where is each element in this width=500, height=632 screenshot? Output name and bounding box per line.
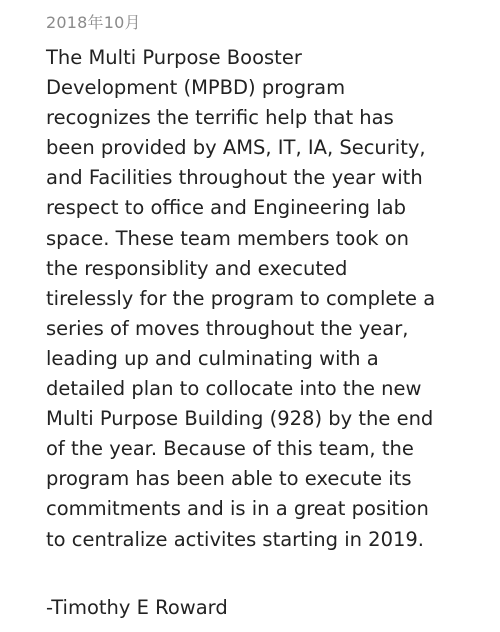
body-line: the responsiblity and executed <box>46 256 348 280</box>
body-line: tirelessly for the program to complete a <box>46 286 436 310</box>
body-line: Development (MPBD) program <box>46 76 346 100</box>
body-line: recognizes the terrific help that has <box>46 106 394 130</box>
post-date: 2018年10月 <box>46 13 141 32</box>
body-line: commitments and is in a great position <box>46 497 429 521</box>
body-line: been provided by AMS, IT, IA, Security, <box>46 136 426 160</box>
body-line: detailed plan to collocate into the new <box>46 377 422 401</box>
post-signature: -Timothy E Roward <box>46 596 228 619</box>
body-line: series of moves throughout the year, <box>46 316 409 340</box>
body-line: of the year. Because of this team, the <box>46 437 414 461</box>
body-line: Multi Purpose Building (928) by the end <box>46 407 434 431</box>
body-line: and Facilities throughout the year with <box>46 166 423 190</box>
body-line: space. These team members took on <box>46 226 410 250</box>
body-line: program has been able to execute its <box>46 467 412 491</box>
post-body <box>46 43 496 555</box>
body-line: to centralize activites starting in 2019. <box>46 527 424 551</box>
body-line: leading up and culminating with a <box>46 346 379 370</box>
body-line: The Multi Purpose Booster <box>46 46 302 69</box>
body-line: respect to office and Engineering lab <box>46 196 406 220</box>
